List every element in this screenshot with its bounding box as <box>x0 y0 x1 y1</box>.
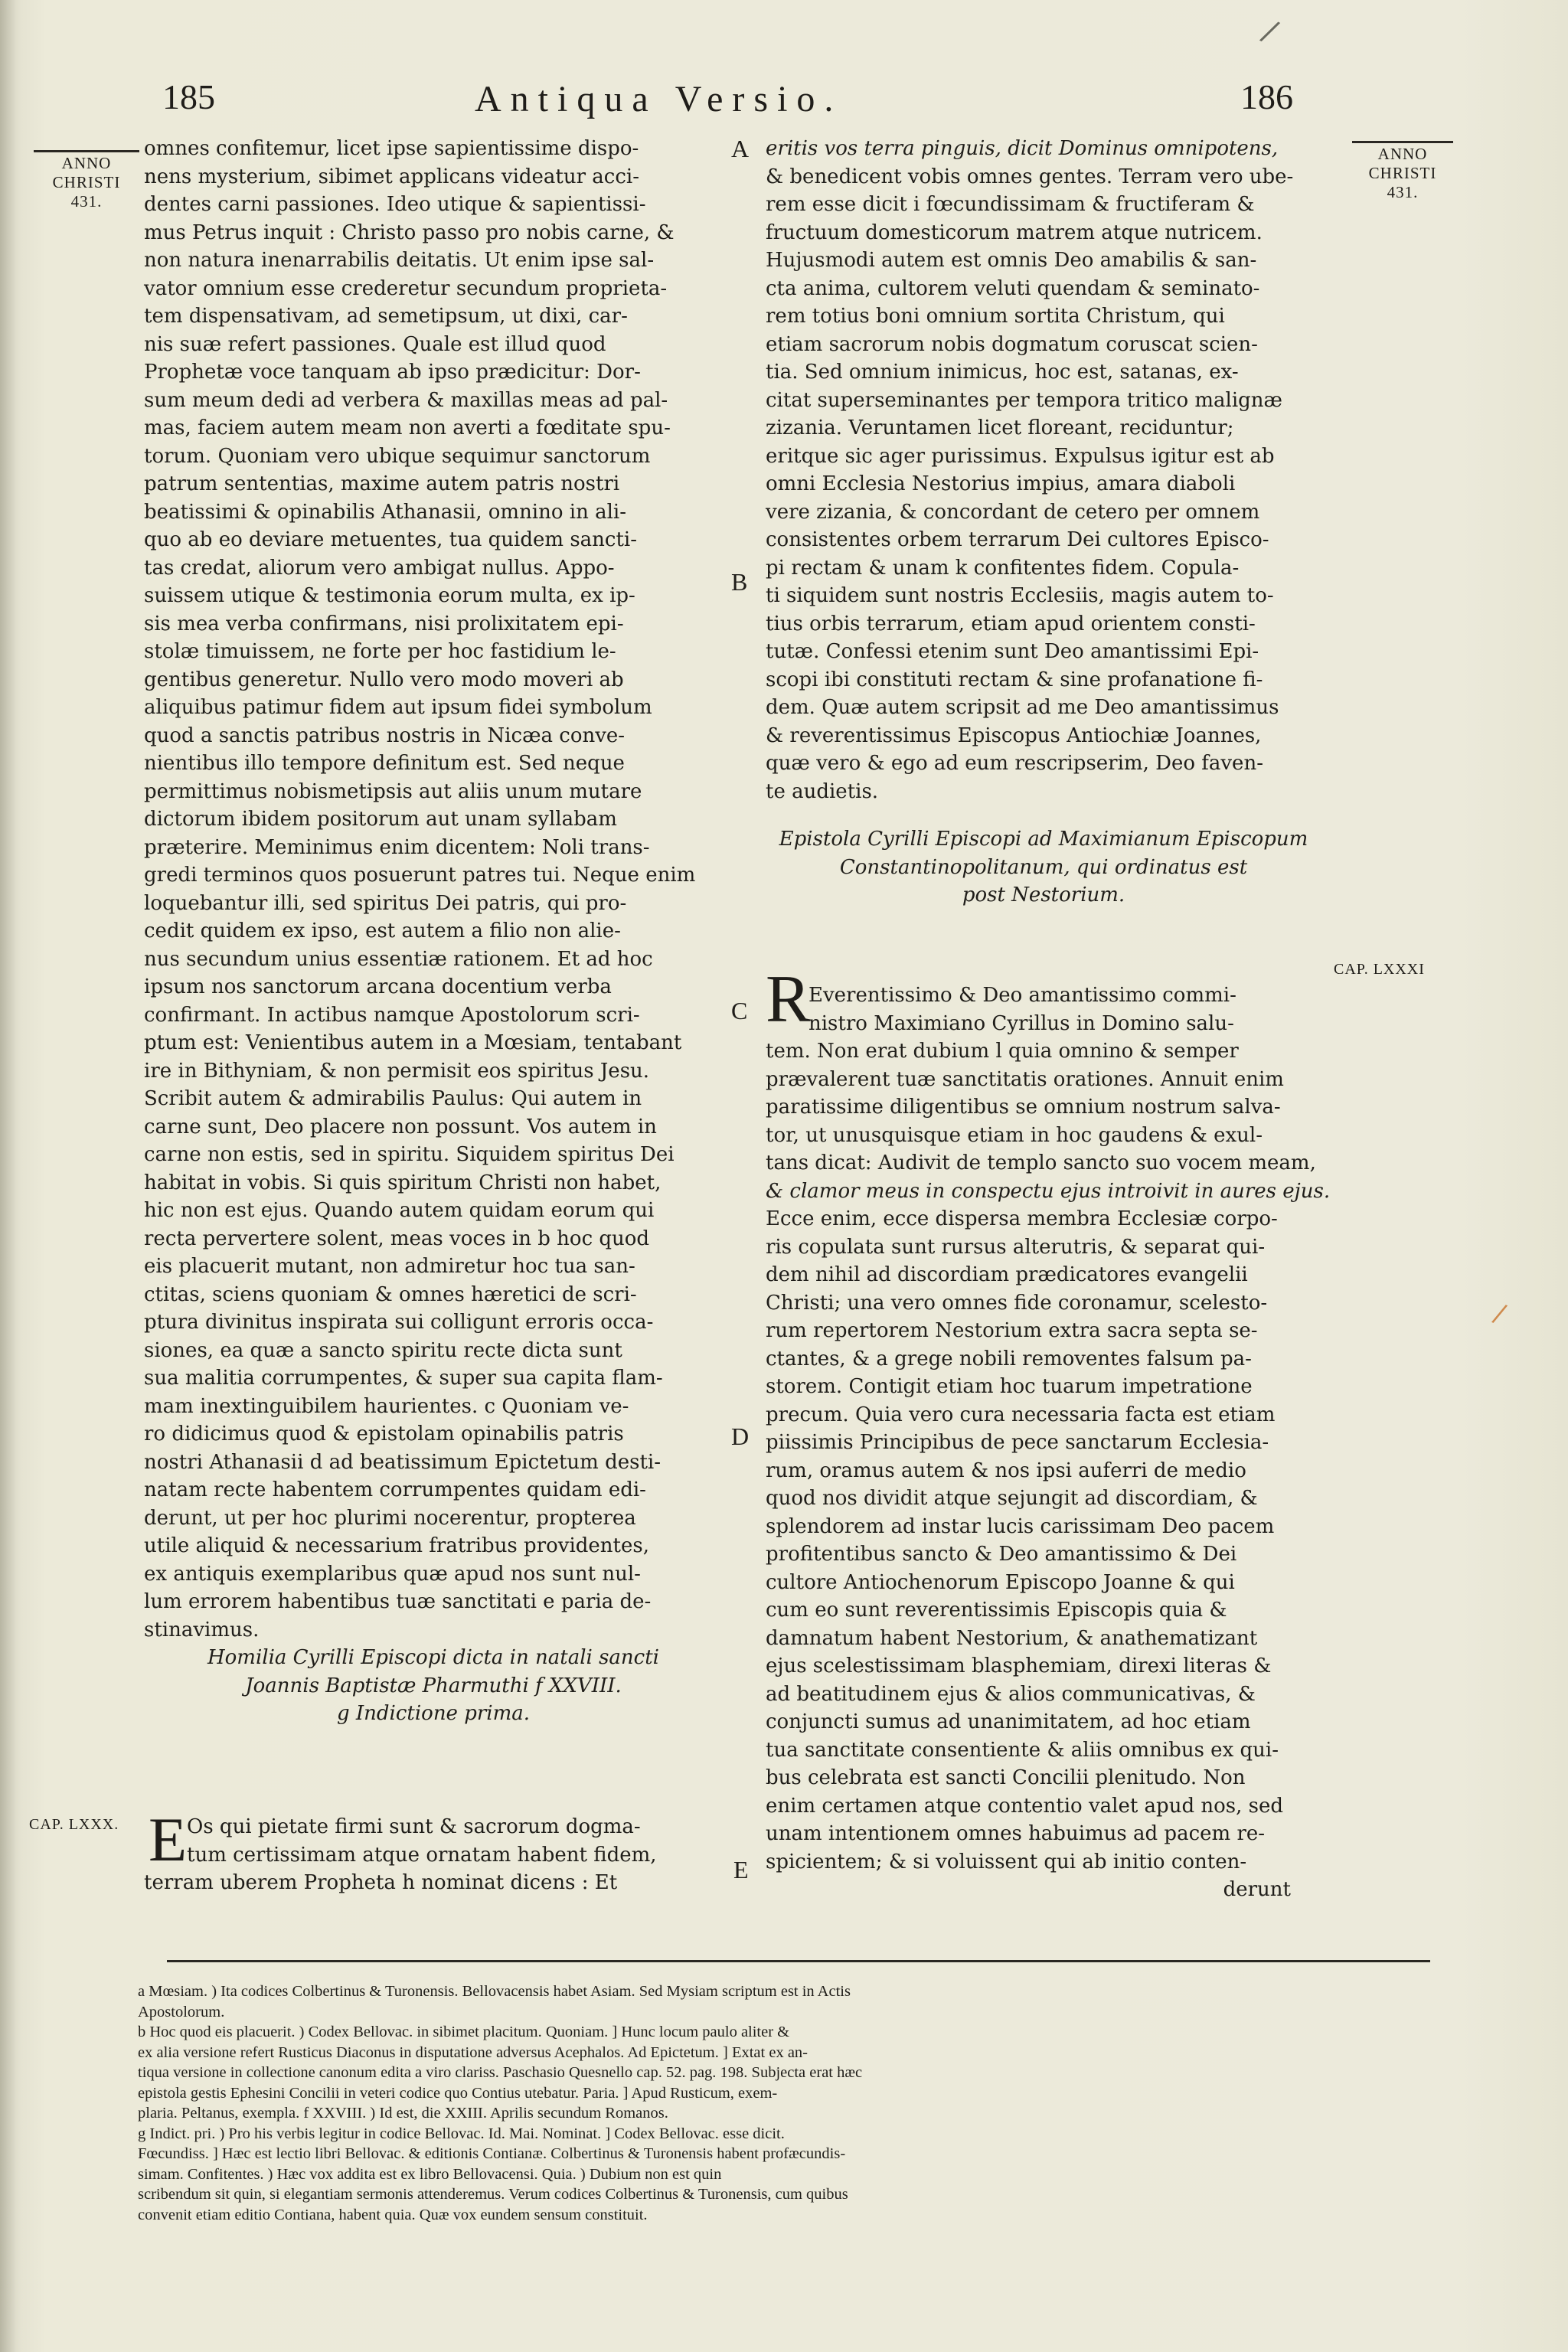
text-line: citat superseminantes per tempora tritico malignæ <box>766 388 1282 412</box>
text-line: cta anima, cultorem veluti quendam & seminato- <box>766 276 1260 300</box>
year-label: 431. <box>1387 183 1419 201</box>
anno-rule <box>1352 141 1453 143</box>
text-line: tutæ. Confessi etenim sunt Deo amantissimi Epi- <box>766 640 1259 663</box>
text-line: torum. Quoniam vero ubique sequimur sanctorum <box>144 444 651 468</box>
text-line: etiam sacrorum nobis dogmatum coruscat scien- <box>766 332 1258 356</box>
text-line: mas, faciem autem meam non averti a fœditate spu- <box>144 416 671 439</box>
text-line: ire in Bithyniam, & non permisit eos spiritus Jesu. <box>144 1059 650 1083</box>
text-line: stolæ timuissem, ne forte per hoc fastidium le- <box>144 640 616 663</box>
anno-label: ANNO <box>1377 145 1428 163</box>
text-line: confirmant. In actibus namque Apostolorum scri- <box>144 1003 640 1027</box>
text-line: gentibus generetur. Nullo vero modo moveri ab <box>144 668 624 691</box>
text-line: carne non estis, sed in spiritu. Siquidem spiritus Dei <box>144 1143 675 1166</box>
text-line: cedit quidem ex ipso, est autem a filio non alie- <box>144 920 621 942</box>
chapter-marker-right: CAP. LXXXI <box>1334 961 1425 978</box>
text-line: terram uberem Propheta h nominat dicens : Et <box>144 1871 618 1894</box>
christi-label: CHRISTI <box>52 173 121 191</box>
text-line: Hujusmodi autem est omnis Deo amabilis & san- <box>766 249 1257 272</box>
text-line: carne sunt, Deo placere non possunt. Vos autem in <box>144 1115 657 1138</box>
text-line: nus secundum unius essentiæ rationem. Et ad hoc <box>144 947 653 971</box>
text-line: rum, oramus autem & nos ipsi auferri de medio <box>766 1459 1246 1482</box>
section-letter-b: B <box>731 568 748 596</box>
text-line: & reverentissimus Episcopus Antiochiæ Joannes, <box>766 724 1262 747</box>
text-line: ex antiquis exemplaribus quæ apud nos sunt nul- <box>144 1562 641 1586</box>
text-line: cultore Antiochenorum Episcopo Joanne & qui <box>766 1570 1235 1594</box>
text-line: unam intentionem omnes habuimus ad pacem re- <box>766 1822 1266 1845</box>
anno-rule <box>34 150 139 152</box>
text-line: lum errorem habentibus tuæ sanctitati e paria de- <box>144 1590 652 1613</box>
text-line: quo ab eo deviare metuentes, tua quidem sancti- <box>144 528 638 551</box>
text-line: dictorum ibidem positorum aut unam syllabam <box>144 808 617 831</box>
left-column-text <box>144 135 723 1728</box>
text-line: dem. Quæ autem scripsit ad me Deo amantissimus <box>766 696 1279 719</box>
text-line: bus celebrata est sancti Concilii plenitudo. Non <box>766 1766 1246 1789</box>
text-line: nistro Maximiano Cyrillus in Domino salu- <box>808 1011 1234 1035</box>
text-line: eritis vos terra pinguis, dicit Dominus omnipotens, <box>766 137 1279 160</box>
page-gutter <box>0 0 15 2352</box>
text-line: prævalerent tuæ sanctitatis orationes. Annuit enim <box>766 1067 1284 1091</box>
text-line: piissimis Principibus de pece sanctarum Ecclesia- <box>766 1431 1269 1454</box>
text-line: tia. Sed omnium inimicus, hoc est, satanas, ex- <box>766 361 1239 384</box>
text-line: suissem utique & testimonia eorum multa, ex ip- <box>144 584 635 607</box>
text-line: recta pervertere solent, meas voces in b hoc quod <box>144 1227 650 1250</box>
text-line: gredi terminos quos posuerunt patres tui. Neque enim <box>144 864 696 887</box>
text-line: enim certamen atque contentio valet apud nos, sed <box>766 1794 1283 1818</box>
epistle-title-line: Constantinopolitanum, qui ordinatus est <box>839 855 1248 879</box>
text-line: ipsum nos sanctorum arcana docentium verba <box>144 975 612 998</box>
text-line: omni Ecclesia Nestorius impius, amara diaboli <box>766 472 1236 495</box>
text-line: Christi; una vero omnes fide coronamur, scelesto- <box>766 1291 1268 1315</box>
anno-label: ANNO <box>61 154 112 172</box>
text-line: nostri Athanasii d ad beatissimum Epictetum desti- <box>144 1450 661 1474</box>
page-header <box>0 77 1568 130</box>
text-line: præterire. Meminimus enim dicentem: Noli trans- <box>144 835 650 859</box>
text-line: cum eo sunt reverentissimis Episcopis quia & <box>766 1599 1227 1622</box>
page-number-left: 185 <box>162 77 215 116</box>
text-line: tas credat, aliorum vero ambigat nullus. Appo- <box>144 556 615 580</box>
chapter-marker-left: CAP. LXXX. <box>29 1816 119 1833</box>
text-line: ro didicimus quod & epistolam opinabilis patris <box>144 1423 624 1446</box>
right-column-text <box>766 135 1321 910</box>
text-line: nientibus illo tempore definitum est. Sed neque <box>144 752 625 775</box>
text-line: eritque sic ager purissimus. Expulsus igitur est ab <box>766 444 1275 468</box>
epistle-title-line: post Nestorium. <box>962 884 1125 906</box>
text-line: tius orbis terrarum, etiam apud orientem consti- <box>766 612 1256 635</box>
drop-cap-r: R <box>766 962 811 1037</box>
footnote-line: ex alia versione refert Rusticus Diaconus in disputatione adversus Acephalos. Ad Epictetum. ] Extat ex an- <box>138 2043 808 2061</box>
text-line: nens mysterium, sibimet applicans videatur acci- <box>144 165 640 188</box>
text-line: ctantes, & a grege nobili removentes falsum pa- <box>766 1347 1252 1370</box>
footnote-line: a Mœsiam. ) Ita codices Colbertinus & Turonensis. Bellovacensis habet Asiam. Sed Mysiam scriptum est in Actis <box>138 1983 851 2000</box>
footnote-line: scribendum sit quin, si elegantiam sermonis attenderemus. Verum codices Colbertinus & Turonensis, cum quibus <box>138 2186 848 2203</box>
text-line: mus Petrus inquit : Christo passo pro nobis carne, & <box>144 220 675 244</box>
homily-text <box>144 1813 723 1897</box>
text-line: stinavimus. <box>144 1618 260 1642</box>
text-line: paratissime diligentibus se omnium nostrum salva- <box>766 1096 1281 1119</box>
text-line: permittimus nobismetipsis aut aliis unum mutare <box>144 779 642 803</box>
footnote-line: plaria. Peltanus, exempla. f XXVIII. ) Id est, die XXIII. Aprilis secundum Romanos. <box>138 2105 668 2122</box>
text-line: tor, ut unusquisque etiam in hoc gaudens & exul- <box>766 1123 1263 1147</box>
homily-title-line: g Indictione prima. <box>336 1702 531 1725</box>
text-line: ptura divinitus inspirata sui colligunt erroris occa- <box>144 1311 654 1334</box>
text-line: consistentes orbem terrarum Dei cultores Episco- <box>766 528 1269 551</box>
text-line: Ecce enim, ecce dispersa membra Ecclesiæ corpo- <box>766 1207 1278 1230</box>
epistle-title-line: Epistola Cyrilli Episcopi ad Maximianum Episcopum <box>779 828 1308 851</box>
footnote-line: tiqua versione in collectione canonum edita a viro clariss. Paschasio Quesnello cap. 52. pag. 198. Subjecta erat hæc <box>138 2064 863 2081</box>
text-line: ejus scelestissimam blasphemiam, direxi literas & <box>766 1655 1272 1677</box>
text-line: eis placuerit mutant, non admiretur hoc tua san- <box>144 1255 635 1278</box>
footnote-line: b Hoc quod eis placuerit. ) Codex Bellovac. in sibimet placitum. Quoniam. ] Hunc locum paulo aliter & <box>138 2024 790 2040</box>
spacer <box>766 805 1321 825</box>
text-line: ctitas, sciens quoniam & omnes hæretici de scri- <box>144 1282 637 1306</box>
text-line: sum meum dedi ad verbera & maxillas meas ad pal- <box>144 388 668 412</box>
footnote-line: Fœcundiss. ] Hæc est lectio libri Bellovac. & editionis Contianæ. Colbertinus & Turonensis habent profæcundis- <box>138 2145 846 2162</box>
text-line: mam inextinguibilem haurientes. c Quoniam ve- <box>144 1394 629 1418</box>
text-line: sis mea verba confirmans, nisi prolixitatem epi- <box>144 612 624 635</box>
page-number-right: 186 <box>1240 77 1293 116</box>
year-label: 431. <box>70 192 103 211</box>
text-line: pi rectam & unam k confitentes fidem. Copula- <box>766 556 1240 580</box>
footnote-line: g Indict. pri. ) Pro his verbis legitur in codice Bellovac. Id. Mai. Nominat. ] Codex Bellovac. esse dicit. <box>138 2125 785 2142</box>
text-line: derunt <box>1223 1878 1291 1901</box>
text-line: scopi ibi constituti rectam & sine profanatione fi- <box>766 668 1263 691</box>
text-line: Os qui pietate firmi sunt & sacrorum dogma- <box>187 1815 641 1838</box>
text-line: tans dicat: Audivit de templo sancto suo vocem meam, <box>766 1152 1316 1174</box>
footnote-line: simam. Confitentes. ) Hæc vox addita est ex libro Bellovacensi. Quia. ) Dubium non est quin <box>138 2165 722 2183</box>
text-line: Prophetæ voce tanquam ab ipso prædicitur: Dor- <box>144 361 641 384</box>
orange-mark-icon: / <box>1489 1298 1510 1330</box>
text-line: & clamor meus in conspectu ejus introivit in aures ejus. <box>766 1179 1331 1203</box>
text-line: patrum sententias, maxime autem patris nostri <box>144 472 620 495</box>
section-letter-c: C <box>731 997 748 1024</box>
text-line: zizania. Veruntamen licet floreant, reciduntur; <box>766 416 1234 439</box>
text-line: precum. Quia vero cura necessaria facta est etiam <box>766 1403 1276 1426</box>
text-line: siones, ea quæ a sancto spiritu recte dicta sunt <box>144 1338 622 1362</box>
text-line: habitat in vobis. Si quis spiritum Christi non habet, <box>144 1171 662 1194</box>
text-line: rum repertorem Nestorium extra sacra septa se- <box>766 1319 1258 1342</box>
footnote-line: epistola gestis Ephesini Concilii in veteri codice quo Contius utebatur. Paria. ] Apud Rusticum, exem- <box>138 2084 778 2102</box>
text-line: storem. Contigit etiam hoc tuarum impetratione <box>766 1375 1253 1398</box>
text-line: non natura inenarrabilis deitatis. Ut enim ipse sal- <box>144 249 655 272</box>
text-line: fructuum domesticorum matrem atque nutricem. <box>766 220 1263 244</box>
text-line: damnatum habent Nestorium, & anathematizant <box>766 1626 1258 1650</box>
text-line: dentes carni passiones. Ideo utique & sapientissi- <box>144 193 646 216</box>
text-line: utile aliquid & necessarium fratribus providentes, <box>144 1534 649 1557</box>
text-line: Scribit autem & admirabilis Paulus: Qui autem in <box>144 1087 642 1110</box>
homily-title-line: Homilia Cyrilli Episcopi dicta in natali sancti <box>207 1646 659 1669</box>
text-line: vere zizania, & concordant de cetero per omnem <box>766 500 1260 524</box>
pencil-mark-icon: / <box>1256 13 1283 50</box>
text-line: omnes confitemur, licet ipse sapientissime dispo- <box>144 137 639 160</box>
epistle-title <box>766 825 1321 910</box>
text-line: nis suæ refert passiones. Quale est illud quod <box>144 332 606 356</box>
text-line: sua malitia corrumpentes, & super sua capita flam- <box>144 1367 663 1390</box>
homily-title <box>144 1644 723 1728</box>
text-line: natam recte habentem corrumpentes quidam edi- <box>144 1478 646 1501</box>
text-line: ti siquidem sunt nostris Ecclesiis, magis autem to- <box>766 584 1274 607</box>
text-line: ris copulata sunt rursus alterutris, & separat qui- <box>766 1235 1266 1259</box>
text-line: tum certissimam atque ornatam habent fidem, <box>187 1843 657 1867</box>
text-line: & benedicent vobis omnes gentes. Terram vero ube- <box>766 165 1294 188</box>
epistle-text <box>766 982 1331 1904</box>
text-line: quæ vero & ego ad eum rescripserim, Deo faven- <box>766 752 1263 775</box>
drop-cap-e: E <box>149 1805 188 1874</box>
text-line: spicientem; & si voluissent qui ab initio conten- <box>766 1850 1247 1873</box>
christi-label: CHRISTI <box>1368 164 1437 182</box>
text-line: ptum est: Venientibus autem in a Mœsiam, tentabant <box>144 1031 682 1054</box>
text-line: hic non est ejus. Quando autem quidam eorum qui <box>144 1199 655 1222</box>
text-line: rem esse dicit i fœcundissimam & fructiferam & <box>766 193 1255 216</box>
text-line: te audietis. <box>766 779 879 803</box>
running-title: Antiqua Versio. <box>475 79 843 119</box>
text-line: vator omnium esse crederetur secundum proprieta- <box>144 276 668 300</box>
text-line: tem dispensativam, ad semetipsum, ut dixi, car- <box>144 305 628 328</box>
text-line: dem nihil ad discordiam prædicatores evangelii <box>766 1263 1248 1286</box>
text-line: ad beatitudinem ejus & alios communicativas, & <box>766 1682 1256 1706</box>
section-letter-d: D <box>731 1423 750 1450</box>
text-line: aliquibus patimur fidem aut ipsum fidei symbolum <box>144 696 652 719</box>
footnote-divider <box>167 1960 1430 1962</box>
text-line: profitentibus sancto & Deo amantissimo & Dei <box>766 1543 1237 1566</box>
text-line: quod nos dividit atque sejungit ad discordiam, & <box>766 1487 1258 1510</box>
footnote-line: convenit etiam editio Contiana, habent quia. Quæ vox eundem sensum constituit. <box>138 2206 648 2223</box>
text-line: tem. Non erat dubium l quia omnino & semper <box>766 1040 1239 1063</box>
footnotes <box>138 1981 1456 2225</box>
text-line: tua sanctitate consentiente & aliis omnibus ex qui- <box>766 1738 1279 1762</box>
text-line: splendorem ad instar lucis carissimam Deo pacem <box>766 1514 1275 1538</box>
section-letter-a: A <box>731 135 750 162</box>
text-line: beatissimi & opinabilis Athanasii, omnino in ali- <box>144 500 627 524</box>
homily-title-line: Joannis Baptistæ Pharmuthi f XXVIII. <box>245 1674 622 1697</box>
text-line: Everentissimo & Deo amantissimo commi- <box>808 984 1236 1007</box>
anno-christi-right <box>1349 141 1456 202</box>
section-letter-e: E <box>733 1856 749 1883</box>
anno-christi-left <box>31 150 142 211</box>
text-line: conjuncti sumus ad unanimitatem, ad hoc etiam <box>766 1710 1251 1733</box>
text-line: derunt, ut per hoc plurimi nocerentur, propterea <box>144 1506 636 1530</box>
footnote-line: Apostolorum. <box>138 2003 225 2020</box>
text-line: rem totius boni omnium sortita Christum, qui <box>766 305 1225 328</box>
text-line: loquebantur illi, sed spiritus Dei patris, qui pro- <box>144 891 627 915</box>
text-line: quod a sanctis patribus nostris in Nicæa conve- <box>144 724 626 747</box>
